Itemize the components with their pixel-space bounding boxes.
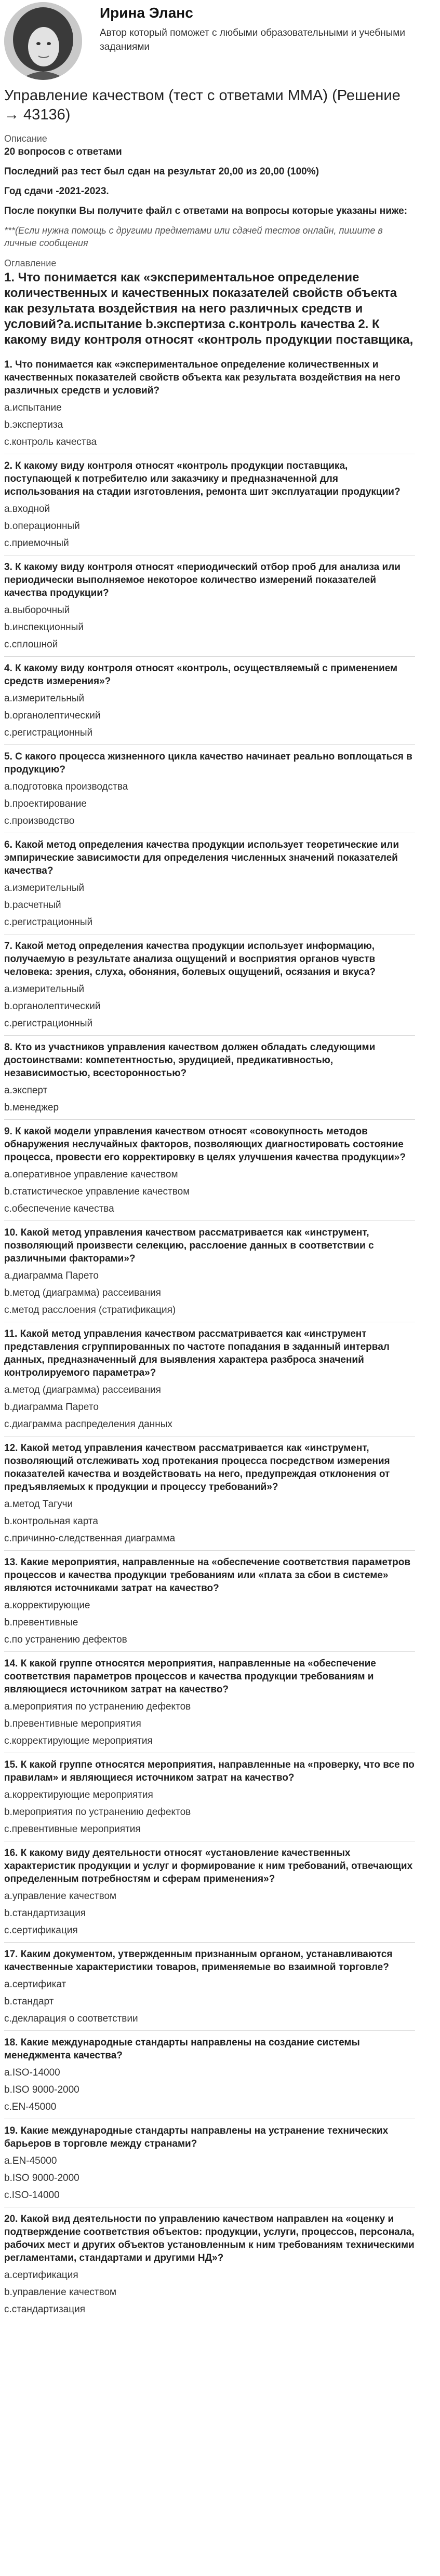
- answer-option: c.причинно-следственная диаграмма: [4, 1533, 176, 1544]
- help-note: ***(Если нужна помощь с другими предметами или сдачей тестов онлайн, пишите в личные сообщения: [4, 225, 383, 248]
- page-title: Управление качеством (тест с ответами ММА) (Решение → 43136): [4, 87, 401, 123]
- author-avatar[interactable]: [4, 2, 82, 80]
- intro-question-count: 20 вопросов с ответами: [4, 146, 122, 157]
- intro-last-result: Последний раз тест был сдан на результат 20,00 из 20,00 (100%): [4, 166, 319, 177]
- answer-option: c.обеспечение качества: [4, 1203, 114, 1214]
- question-block: [4, 1119, 415, 1215]
- question-block: [4, 656, 415, 739]
- answer-option: b.превентивные: [4, 1617, 78, 1628]
- question-text: 3. К какому виду контроля относят «периодический отбор проб для анализа или периодически выполняемое некоторое количество измерений показателей качества продукции?: [4, 562, 401, 599]
- question-text: 18. Какие международные стандарты направлены на создание системы менеджмента качества?: [4, 2037, 360, 2061]
- question-text: 5. С какого процесса жизненного цикла качество начинает реально воплощаться в продукцию?: [4, 751, 412, 775]
- question-block: [4, 934, 415, 1030]
- answer-option: b.органолептический: [4, 1001, 101, 1012]
- answer-option: b.инспекционный: [4, 622, 84, 633]
- answer-option: a.измерительный: [4, 883, 85, 893]
- question-text: 19. Какие международные стандарты направлены на устранение технических барьеров в торговле между странами?: [4, 2125, 389, 2149]
- answer-option: a.EN-45000: [4, 2155, 57, 2166]
- question-block: [4, 1035, 415, 1114]
- answer-option: b.стандарт: [4, 1996, 54, 2007]
- question-text: 16. К какому виду деятельности относят «установление качественных характеристик продукции и услуг и формирование к ним требований, отвечающих определенным потребностям и сферам применения»?: [4, 1848, 413, 1884]
- question-text: 14. К какой группе относятся мероприятия, направленные на «обеспечение соответствия параметров процессов и качества продукции требованиям и являющиеся источником затрат на качество?: [4, 1658, 376, 1695]
- question-text: 17. Каким документом, утвержденным признанным органом, устанавливаются качественные характеристики товаров, применяемые во взаимной торговле?: [4, 1949, 393, 1973]
- question-block: [4, 2119, 415, 2202]
- question-block: [4, 1221, 415, 1317]
- answer-option: a.испытание: [4, 402, 62, 413]
- avatar-photo-icon: [4, 2, 82, 80]
- author-block: [4, 0, 415, 80]
- answer-option: c.метод расслоения (стратификация): [4, 1305, 176, 1316]
- answer-option: b.экспертиза: [4, 419, 63, 430]
- question-block: [4, 1436, 415, 1545]
- answer-option: b.стандартизация: [4, 1908, 86, 1919]
- author-text: [100, 2, 406, 54]
- answer-option: b.диаграмма Парето: [4, 1402, 99, 1413]
- question-text: 4. К какому виду контроля относят «контроль, осуществляемый с применением средств измерения»?: [4, 663, 398, 687]
- answer-option: a.управление качеством: [4, 1891, 117, 1902]
- answer-option: b.операционный: [4, 521, 80, 532]
- intro-after-purchase: После покупки Вы получите файл с ответами на вопросы которые указаны ниже:: [4, 206, 408, 216]
- toc-label: Оглавление: [4, 258, 57, 268]
- question-block: [4, 1651, 415, 1747]
- answer-option: a.корректирующие: [4, 1600, 90, 1611]
- author-name[interactable]: Ирина Эланс: [100, 5, 193, 21]
- question-block: [4, 1841, 415, 1937]
- answer-option: c.сертификация: [4, 1925, 78, 1936]
- question-block: [4, 1550, 415, 1646]
- answer-option: a.мероприятия по устранению дефектов: [4, 1701, 191, 1712]
- answer-option: b.мероприятия по устранению дефектов: [4, 1807, 191, 1818]
- answer-option: c.ISO-14000: [4, 2190, 60, 2201]
- answer-option: b.превентивные мероприятия: [4, 1718, 141, 1729]
- question-text: 7. Какой метод определения качества продукции использует информацию, получаемую в результате анализа ощущений и восприятия органов чувств человека: зрения, слуха, обоняния, болевых ощущений, осязания и вкуса?: [4, 941, 376, 978]
- question-block: [4, 833, 415, 929]
- answer-option: a.оперативное управление качеством: [4, 1169, 178, 1180]
- answer-option: a.измерительный: [4, 984, 85, 995]
- question-block: [4, 744, 415, 828]
- answer-option: a.сертификат: [4, 1979, 66, 1990]
- answer-option: c.регистрационный: [4, 727, 93, 738]
- answer-option: a.сертификация: [4, 2270, 78, 2281]
- answer-option: b.проектирование: [4, 798, 87, 809]
- question-block: [4, 454, 415, 550]
- answer-option: c.корректирующие мероприятия: [4, 1736, 153, 1746]
- answer-option: c.контроль качества: [4, 437, 97, 448]
- intro-year: Год сдачи -2021-2023.: [4, 186, 109, 197]
- question-text: 9. К какой модели управления качеством относят «совокупность методов обнаружения неслучайных факторов, позволяющих диагностировать состояние процесса, провести его корректировку в целях улучшения качества продукции»?: [4, 1126, 406, 1163]
- answer-option: c.производство: [4, 816, 75, 826]
- question-block: [4, 1942, 415, 2025]
- answer-option: a.выборочный: [4, 605, 70, 616]
- answer-option: b.расчетный: [4, 900, 61, 911]
- answer-option: a.диаграмма Парето: [4, 1270, 99, 1281]
- answer-option: b.управление качеством: [4, 2287, 117, 2298]
- answer-option: a.метод (диаграмма) рассеивания: [4, 1385, 161, 1395]
- question-text: 11. Какой метод управления качеством рассматривается как «инструмент представления сгруппированных по частоте попадания в заданный интервал данных, предназначенный для выявления характера разброса значений контролируемого параметра»?: [4, 1328, 390, 1378]
- answer-option: c.диаграмма распределения данных: [4, 1419, 172, 1430]
- answer-option: b.ISO 9000-2000: [4, 2173, 79, 2184]
- question-block: [4, 1753, 415, 1836]
- question-text: 20. Какой вид деятельности по управлению качеством направлен на «оценку и подтверждение соответствия объектов: продукции, услуги, процессов, персонала, рабочих мест и других объектов установленным к ним требованиям техническими регламентами, стандартами и другими НД»?: [4, 2214, 415, 2263]
- question-block: [4, 1322, 415, 1431]
- questions-list: [4, 353, 415, 2316]
- answer-option: a.эксперт: [4, 1085, 48, 1096]
- answer-option: b.органолептический: [4, 710, 101, 721]
- answer-option: a.корректирующие мероприятия: [4, 1789, 153, 1800]
- answer-option: b.статистическое управление качеством: [4, 1186, 190, 1197]
- answer-option: a.измерительный: [4, 693, 85, 704]
- answer-option: c.EN-45000: [4, 2102, 57, 2112]
- question-block: [4, 555, 415, 651]
- answer-option: b.ISO 9000-2000: [4, 2084, 79, 2095]
- question-text: 13. Какие мероприятия, направленные на «обеспечение соответствия параметров процессов и качества продукции требованиям или «плата за сбои в системе» являются источниками затрат на качество?: [4, 1557, 411, 1594]
- answer-option: b.контрольная карта: [4, 1516, 98, 1527]
- answer-option: c.превентивные мероприятия: [4, 1824, 141, 1835]
- answer-option: c.декларация о соответствии: [4, 2013, 138, 2024]
- answer-option: c.сплошной: [4, 639, 58, 650]
- question-text: 2. К какому виду контроля относят «контроль продукции поставщика, поступающей к потребителю или заказчику и предназначенной для использования на стадии изготовления, ремонта шит эксплуатации продукции?: [4, 460, 401, 497]
- answer-option: c.стандартизация: [4, 2304, 86, 2315]
- description-label: Описание: [4, 133, 47, 144]
- author-description: Автор который поможет с любыми образовательными и учебными заданиями: [100, 28, 405, 52]
- toc-first-entry[interactable]: 1. Что понимается как «экспериментальное определение количественных и качественных показателей свойств объекта как результата воздействия на него различных средств и условий?a.испытание b.экспертиза c.контроль качества 2. К какому виду контроля относят «контроль продукции поставщика,: [4, 270, 414, 347]
- answer-option: a.подготовка производства: [4, 781, 128, 792]
- question-block: [4, 2030, 415, 2113]
- question-text: 8. Кто из участников управления качеством должен обладать следующими достоинствами: компетентностью, эрудицией, предикативностью, независимостью, всесторонностью?: [4, 1042, 376, 1079]
- question-text: 1. Что понимается как «экспериментальное определение количественных и качественных показателей свойств объекта как результата воздействия на него различных средств и условий?: [4, 359, 401, 396]
- question-text: 15. К какой группе относятся мероприятия, направленные на «проверку, что все по правилам» и являющиеся источником затрат на качество?: [4, 1759, 415, 1783]
- answer-option: b.менеджер: [4, 1102, 59, 1113]
- question-text: 10. Какой метод управления качеством рассматривается как «инструмент, позволяющий произвести селекцию, расслоение данных в соответствии с различными факторами»?: [4, 1227, 374, 1264]
- question-text: 6. Какой метод определения качества продукции использует теоретические или эмпирические зависимости для определения численных значений показателей качества?: [4, 839, 399, 876]
- answer-option: c.по устранению дефектов: [4, 1634, 127, 1645]
- question-block: [4, 353, 415, 449]
- answer-option: c.регистрационный: [4, 1018, 93, 1029]
- answer-option: c.регистрационный: [4, 917, 93, 928]
- answer-option: a.входной: [4, 504, 50, 514]
- answer-option: c.приемочный: [4, 538, 69, 549]
- answer-option: a.ISO-14000: [4, 2067, 60, 2078]
- question-text: 12. Какой метод управления качеством рассматривается как «инструмент, позволяющий отслеживать ход протекания процесса посредством измерения показателей качества и воздействовать на него, предупреждая отклонения от предъявляемых к продукции и процессу требований»?: [4, 1443, 390, 1493]
- question-block: [4, 2207, 415, 2316]
- answer-option: b.метод (диаграмма) рассеивания: [4, 1287, 161, 1298]
- answer-option: a.метод Тагучи: [4, 1499, 73, 1510]
